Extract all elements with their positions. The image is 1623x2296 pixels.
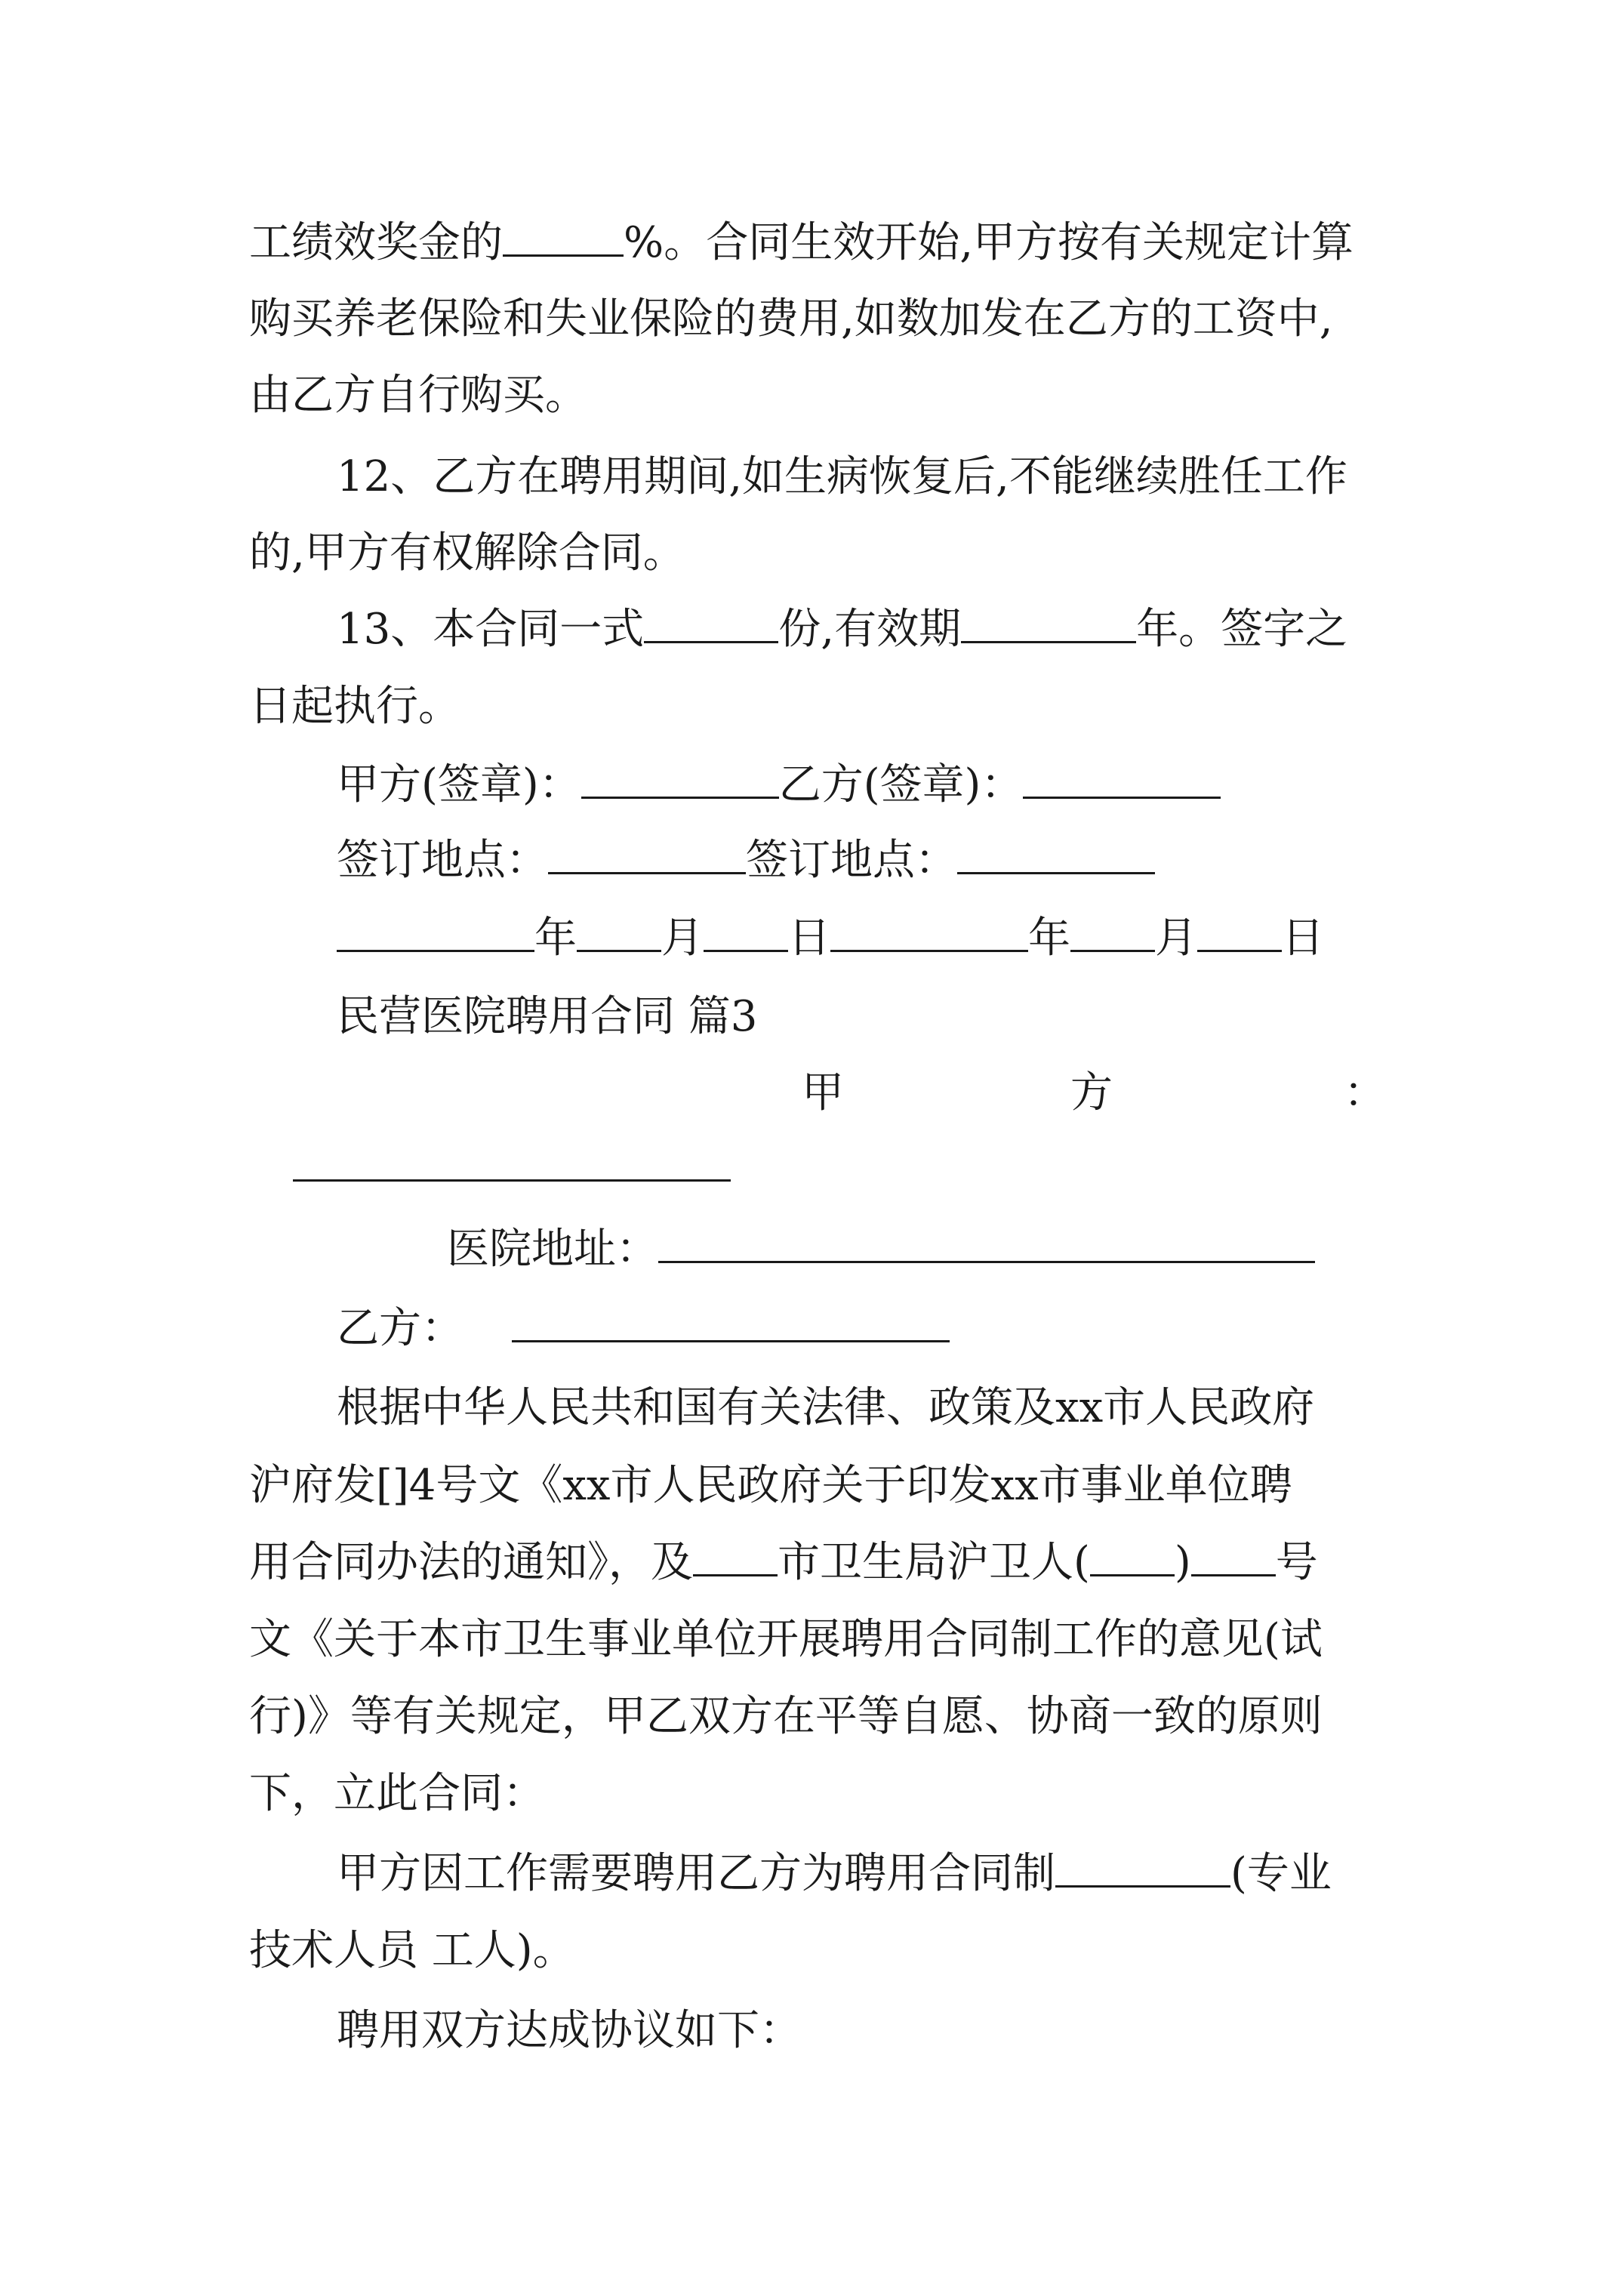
fill-blank — [644, 597, 778, 643]
fill-blank — [1191, 1530, 1276, 1576]
fill-blank — [961, 597, 1136, 643]
day-label: 日 — [1282, 914, 1324, 963]
hospital-address-line — [447, 1212, 1315, 1287]
party-b-signature-blank — [1023, 753, 1221, 799]
text-line: 由乙方自行购买。 — [249, 371, 587, 420]
day-label: 日 — [788, 914, 830, 963]
text-line: 聘用双方达成协议如下： — [337, 2006, 802, 2055]
text-segment: 号 — [1275, 1538, 1318, 1587]
year-blank — [830, 906, 1028, 952]
fill-blank — [503, 211, 624, 257]
text-segment: 甲方因工作需要聘用乙方为聘用合同制 — [337, 1849, 1055, 1898]
text-segment: 工绩效奖金的 — [249, 218, 503, 267]
signing-place-line — [337, 823, 1155, 898]
text-line — [337, 1836, 1332, 1912]
text-line: 12、乙方在聘用期间,如生病恢复后,不能继续胜任工作 — [337, 452, 1347, 501]
fill-blank — [693, 1530, 778, 1576]
party-b-place-blank — [957, 828, 1155, 874]
text-segment: 用合同办法的通知》，及 — [249, 1538, 693, 1587]
month-blank — [1070, 906, 1155, 952]
text-line: 日起执行。 — [249, 682, 460, 731]
party-b-line — [337, 1291, 950, 1367]
party-b-blank — [512, 1296, 950, 1342]
text-line — [249, 205, 1354, 281]
month-blank — [577, 906, 661, 952]
party-a-colon: ： — [1344, 1068, 1386, 1117]
text-segment: 年。签字之 — [1136, 605, 1348, 654]
fill-blank — [1055, 1841, 1230, 1888]
fill-blank — [1090, 1530, 1175, 1576]
text-line: 技术人员 工人)。 — [249, 1926, 575, 1975]
text-segment: 市卫生局沪卫人( — [778, 1538, 1090, 1587]
text-segment: ) — [1174, 1538, 1191, 1587]
text-line: 文《关于本市卫生事业单位开展聘用合同制工作的意见(试 — [249, 1615, 1323, 1664]
party-a-place-label: 签订地点： — [337, 836, 548, 885]
date-line — [337, 901, 1324, 976]
year-blank — [337, 906, 534, 952]
text-segment: 13、本合同一式 — [337, 605, 645, 654]
text-line: 沪府发[]4号文《xx市人民政府关于印发xx市事业单位聘 — [249, 1461, 1292, 1510]
party-b-label: 乙方： — [337, 1304, 463, 1353]
party-a-place-blank — [548, 828, 746, 874]
text-line: 购买养老保险和失业保险的费用,如数加发在乙方的工资中, — [249, 294, 1333, 344]
text-segment: 份,有效期 — [778, 605, 962, 654]
text-line — [249, 1525, 1318, 1601]
party-a-signature-label: 甲方(签章)： — [337, 760, 581, 809]
year-label: 年 — [534, 914, 577, 963]
text-line — [337, 592, 1347, 667]
text-line: 根据中华人民共和国有关法律、政策及xx市人民政府 — [337, 1383, 1315, 1432]
text-line: 下，立此合同： — [249, 1769, 545, 1818]
party-a-signature-blank — [581, 753, 779, 799]
text-segment: %。合同生效开始,甲方按有关规定计算 — [624, 218, 1354, 267]
section-title: 民营医院聘用合同 篇3 — [337, 992, 758, 1041]
text-segment: (专业 — [1230, 1849, 1332, 1898]
party-a-char: 甲 — [802, 1068, 844, 1117]
day-blank — [1197, 906, 1282, 952]
text-line: 的,甲方有权解除合同。 — [249, 529, 685, 578]
hospital-address-blank — [658, 1217, 1315, 1263]
party-b-place-label: 签订地点： — [746, 836, 957, 885]
party-a-blank — [293, 1179, 731, 1182]
day-blank — [704, 906, 788, 952]
signature-line — [337, 747, 1221, 823]
text-line: 行)》等有关规定，甲乙双方在平等自愿、协商一致的原则 — [249, 1692, 1323, 1741]
month-label: 月 — [661, 914, 704, 963]
hospital-address-label: 医院地址： — [447, 1225, 658, 1274]
year-label: 年 — [1028, 914, 1070, 963]
party-b-signature-label: 乙方(签章)： — [778, 760, 1024, 809]
month-label: 月 — [1155, 914, 1197, 963]
party-a-char: 方 — [1070, 1068, 1113, 1117]
